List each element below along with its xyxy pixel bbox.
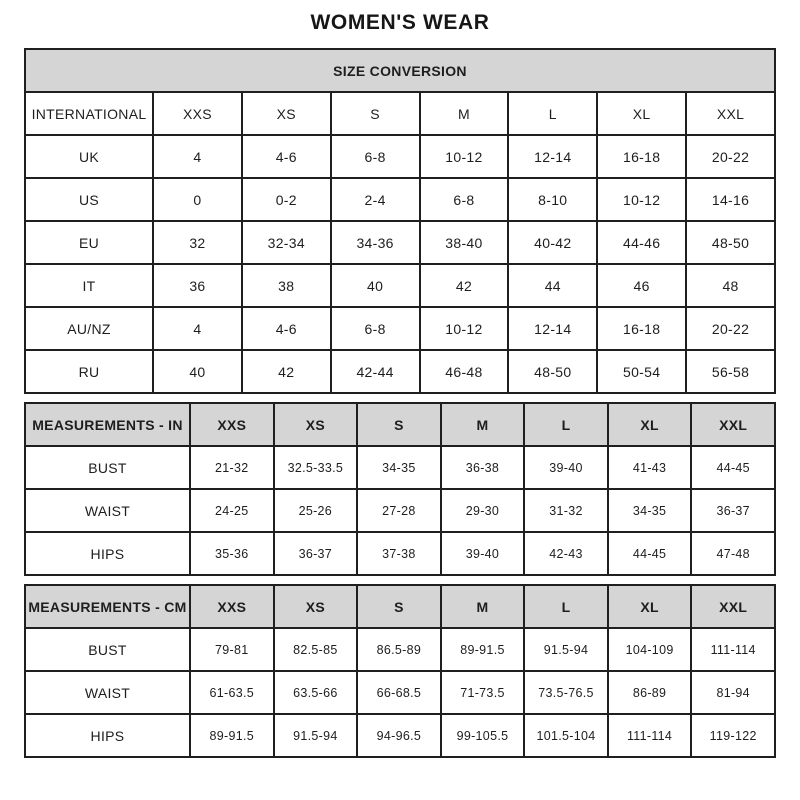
table-cell: 10-12 [597,178,686,221]
table-cell: 61-63.5 [190,671,274,714]
row-label: HIPS [25,714,190,757]
table-row [25,714,775,757]
table-cell: 82.5-85 [274,628,358,671]
size-header: XXS [153,92,242,135]
row-label: BUST [25,628,190,671]
table-row [25,307,775,350]
size-header: S [357,585,441,628]
table-cell: 36-38 [441,446,525,489]
row-label: RU [25,350,153,393]
row-label: AU/NZ [25,307,153,350]
table-cell: 73.5-76.5 [524,671,608,714]
table-cell: 94-96.5 [357,714,441,757]
table-cell: 16-18 [597,135,686,178]
table-cell: 44 [508,264,597,307]
size-header: XXS [190,403,274,446]
table-cell: 81-94 [691,671,775,714]
table-cell: 24-25 [190,489,274,532]
table-cell: 101.5-104 [524,714,608,757]
table-row [25,221,775,264]
table-cell: 12-14 [508,307,597,350]
table-cell: 2-4 [331,178,420,221]
table-cell: 86-89 [608,671,692,714]
table-cell: 34-35 [357,446,441,489]
table-cell: 86.5-89 [357,628,441,671]
table-cell: 42-44 [331,350,420,393]
measurements-in-table [24,402,776,576]
table-cell: 56-58 [686,350,775,393]
table-cell: 4-6 [242,307,331,350]
table-cell: 39-40 [524,446,608,489]
table-cell: 40 [331,264,420,307]
table-cell: 38 [242,264,331,307]
table-cell: 71-73.5 [441,671,525,714]
table-cell: 34-35 [608,489,692,532]
table-cell: 39-40 [441,532,525,575]
table-cell: 46 [597,264,686,307]
size-header: L [524,585,608,628]
table-cell: 48-50 [686,221,775,264]
size-header: XXL [691,403,775,446]
table-cell: 25-26 [274,489,358,532]
table-cell: 46-48 [420,350,509,393]
table-row [25,532,775,575]
table-header-row [25,403,775,446]
table-cell: 4-6 [242,135,331,178]
table-cell: 89-91.5 [441,628,525,671]
table-cell: 111-114 [691,628,775,671]
table-row [25,178,775,221]
size-header: XL [597,92,686,135]
table-cell: 119-122 [691,714,775,757]
row-label: US [25,178,153,221]
row-label: IT [25,264,153,307]
table-cell: 32-34 [242,221,331,264]
table-row [25,350,775,393]
table-cell: 42 [420,264,509,307]
row-label: EU [25,221,153,264]
table-title: MEASUREMENTS - CM [25,585,190,628]
table-cell: 44-45 [691,446,775,489]
table-cell: 36-37 [691,489,775,532]
table-cell: 8-10 [508,178,597,221]
table-cell: 37-38 [357,532,441,575]
table-cell: 40-42 [508,221,597,264]
table-cell: 32.5-33.5 [274,446,358,489]
table-cell: 36 [153,264,242,307]
row-label: UK [25,135,153,178]
table-title: MEASUREMENTS - IN [25,403,190,446]
table-cell: 48 [686,264,775,307]
table-cell: 0 [153,178,242,221]
table-cell: 111-114 [608,714,692,757]
table-cell: 34-36 [331,221,420,264]
table-cell: 0-2 [242,178,331,221]
table-cell: 79-81 [190,628,274,671]
size-header: L [508,92,597,135]
table-cell: 14-16 [686,178,775,221]
table-cell: 42-43 [524,532,608,575]
size-header: XXL [686,92,775,135]
table-cell: 36-37 [274,532,358,575]
size-header: XL [608,585,692,628]
size-header: XS [274,585,358,628]
size-header: XXL [691,585,775,628]
table-cell: 89-91.5 [190,714,274,757]
table-row [25,489,775,532]
header-label: INTERNATIONAL [25,92,153,135]
table-cell: 91.5-94 [274,714,358,757]
table-cell: 66-68.5 [357,671,441,714]
table-cell: 35-36 [190,532,274,575]
table-cell: 40 [153,350,242,393]
table-cell: 12-14 [508,135,597,178]
table-cell: 10-12 [420,135,509,178]
table-cell: 91.5-94 [524,628,608,671]
row-label: BUST [25,446,190,489]
table-cell: 6-8 [331,135,420,178]
table-cell: 27-28 [357,489,441,532]
size-header: M [441,403,525,446]
size-header: XS [274,403,358,446]
row-label: HIPS [25,532,190,575]
table-cell: 31-32 [524,489,608,532]
table-cell: 4 [153,307,242,350]
table-title-row [25,49,775,92]
size-header: XXS [190,585,274,628]
table-header-row [25,585,775,628]
size-header: L [524,403,608,446]
size-header: S [331,92,420,135]
table-row [25,135,775,178]
table-cell: 48-50 [508,350,597,393]
table-cell: 104-109 [608,628,692,671]
table-cell: 41-43 [608,446,692,489]
table-row [25,628,775,671]
table-cell: 4 [153,135,242,178]
table-cell: 29-30 [441,489,525,532]
table-cell: 47-48 [691,532,775,575]
table-cell: 44-45 [608,532,692,575]
size-header: XS [242,92,331,135]
row-label: WAIST [25,671,190,714]
table-cell: 63.5-66 [274,671,358,714]
table-cell: 6-8 [331,307,420,350]
table-cell: 6-8 [420,178,509,221]
measurements-cm-table [24,584,776,758]
row-label: WAIST [25,489,190,532]
table-row [25,671,775,714]
table-cell: 21-32 [190,446,274,489]
table-cell: 99-105.5 [441,714,525,757]
table-header-row [25,92,775,135]
table-cell: 32 [153,221,242,264]
table-row [25,264,775,307]
table-cell: 38-40 [420,221,509,264]
page-title: WOMEN'S WEAR [310,11,490,34]
size-header: XL [608,403,692,446]
table-cell: 20-22 [686,307,775,350]
size-header: M [420,92,509,135]
table-cell: 20-22 [686,135,775,178]
table-cell: 50-54 [597,350,686,393]
size-conversion-table [24,48,776,394]
size-header: S [357,403,441,446]
table-cell: 44-46 [597,221,686,264]
table-cell: 10-12 [420,307,509,350]
table-row [25,446,775,489]
table-cell: 42 [242,350,331,393]
table-title: SIZE CONVERSION [25,49,775,92]
size-header: M [441,585,525,628]
table-cell: 16-18 [597,307,686,350]
